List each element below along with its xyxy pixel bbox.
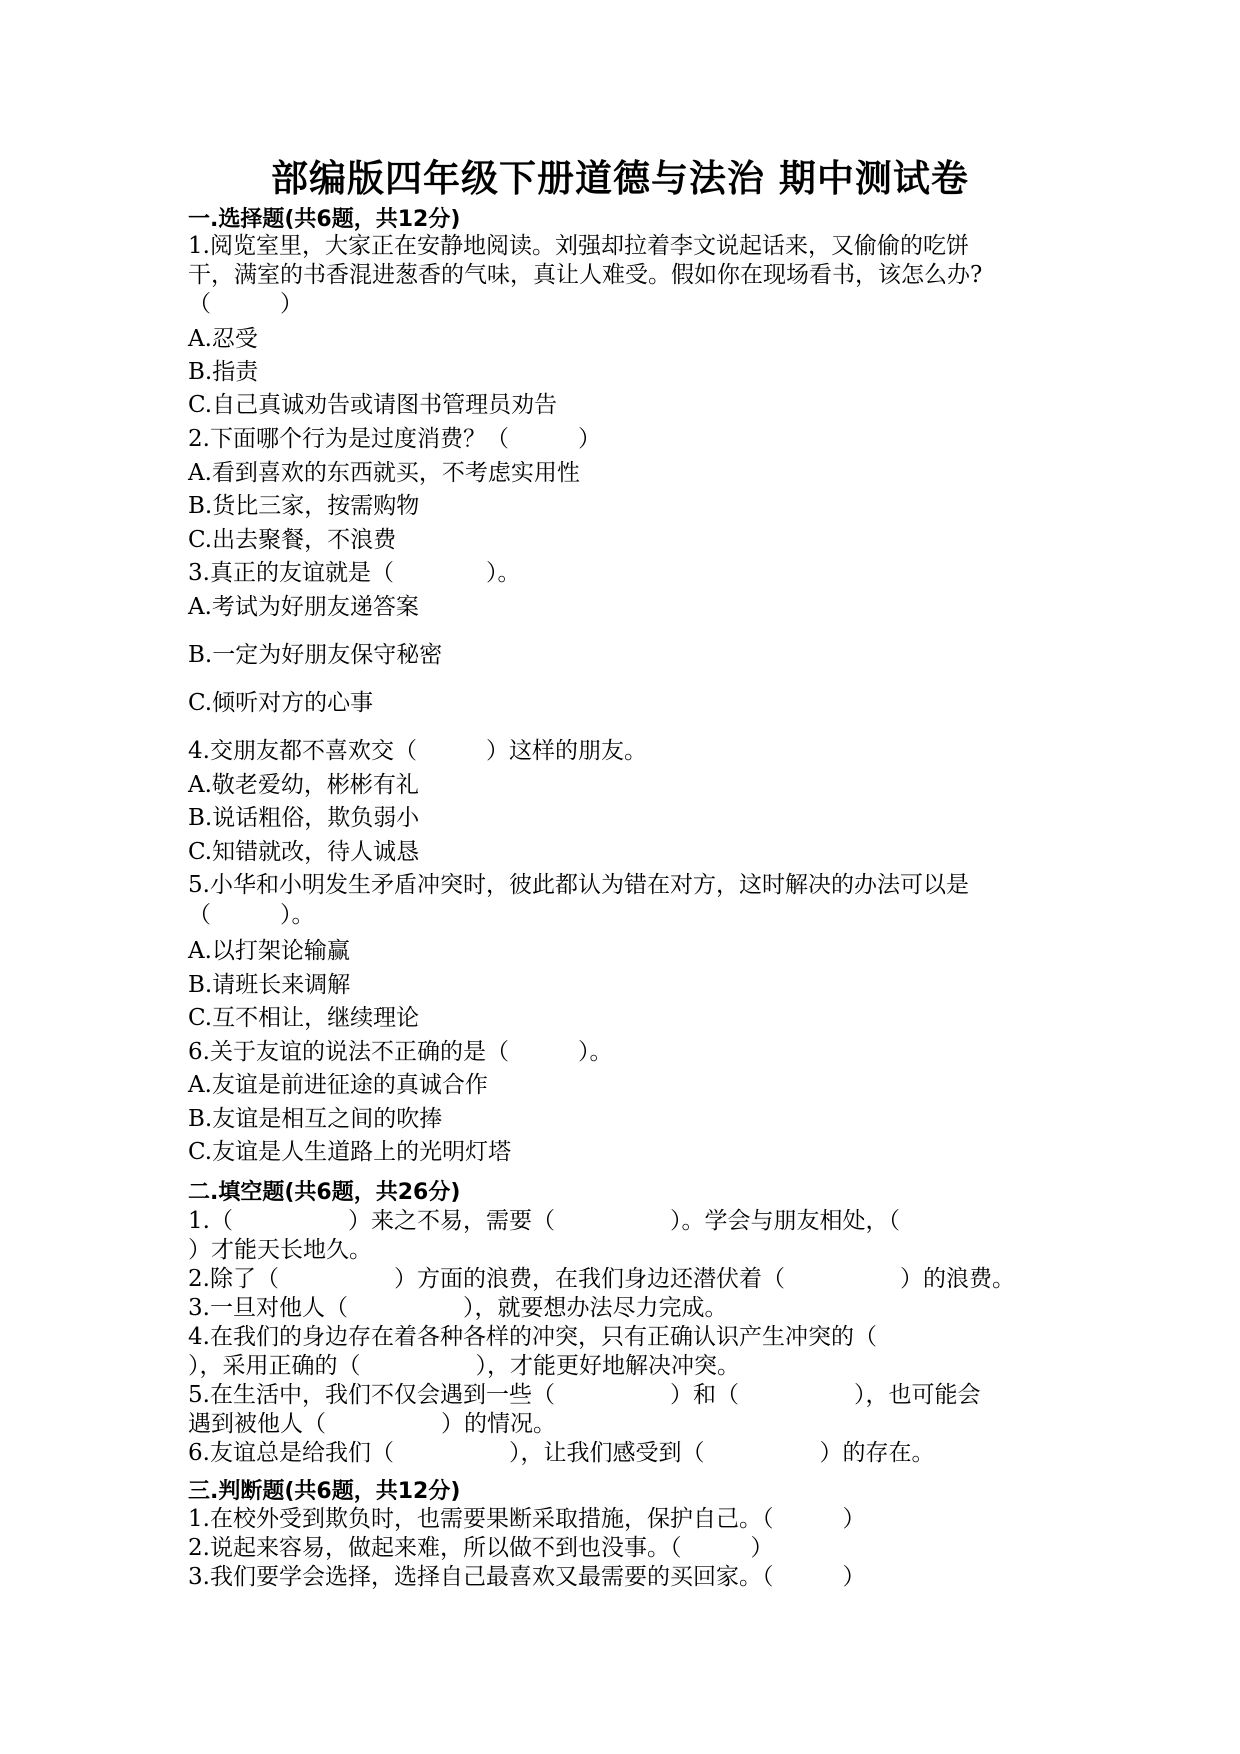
fill-blank-line: 遇到被他人（ ）的情况。: [188, 1411, 556, 1437]
question-stem: 4.交朋友都不喜欢交（ ）这样的朋友。: [188, 738, 647, 764]
fill-blank-line: ）才能天长地久。: [188, 1237, 372, 1263]
question-stem: 5.小华和小明发生矛盾冲突时，彼此都认为错在对方，这时解决的办法可以是: [188, 872, 969, 898]
option: C.知错就改，待人诚恳: [188, 839, 420, 865]
fill-blank-line: 5.在生活中，我们不仅会遇到一些（ ）和（ ），也可能会: [188, 1382, 981, 1408]
option: C.自己真诚劝告或请图书管理员劝告: [188, 392, 558, 418]
question-stem: 1.阅览室里，大家正在安静地阅读。刘强却拉着李文说起话来，又偷偷的吃饼: [188, 233, 969, 259]
option: A.看到喜欢的东西就买，不考虑实用性: [188, 460, 580, 486]
option: C.友谊是人生道路上的光明灯塔: [188, 1139, 512, 1165]
option: B.指责: [188, 359, 259, 385]
fill-blank-line: 1.（ ）来之不易，需要（ ）。学会与朋友相处，（: [188, 1208, 900, 1234]
true-false-line: 1.在校外受到欺负时，也需要果断采取措施，保护自己。（ ）: [188, 1506, 866, 1532]
option: A.忍受: [188, 326, 258, 352]
section-heading: 一.选择题(共6题，共12分): [188, 207, 461, 232]
question-stem: 干，满室的书香混进葱香的气味，真让人难受。假如你在现场看书，该怎么办?: [188, 262, 983, 288]
fill-blank-line: 2.除了（ ）方面的浪费，在我们身边还潜伏着（ ）的浪费。: [188, 1266, 1015, 1292]
fill-blank-line: 6.友谊总是给我们（ ），让我们感受到（ ）的存在。: [188, 1440, 935, 1466]
question-stem: 2.下面哪个行为是过度消费？（ ）: [188, 426, 601, 452]
option: B.一定为好朋友保守秘密: [188, 642, 443, 668]
option: B.友谊是相互之间的吹捧: [188, 1106, 443, 1132]
section-heading: 二.填空题(共6题，共26分): [188, 1180, 461, 1205]
fill-blank-line: ），采用正确的（ ），才能更好地解决冲突。: [188, 1353, 740, 1379]
question-stem: 6.关于友谊的说法不正确的是（ ）。: [188, 1039, 613, 1065]
fill-blank-line: 3.一旦对他人（ ），就要想办法尽力完成。: [188, 1295, 728, 1321]
page-title: 部编版四年级下册道德与法治 期中测试卷: [271, 157, 969, 200]
section-heading: 三.判断题(共6题，共12分): [188, 1479, 461, 1504]
option: B.说话粗俗，欺负弱小: [188, 805, 420, 831]
option: C.互不相让，继续理论: [188, 1005, 420, 1031]
true-false-line: 2.说起来容易，做起来难，所以做不到也没事。（ ）: [188, 1535, 774, 1561]
true-false-line: 3.我们要学会选择，选择自己最喜欢又最需要的买回家。（ ）: [188, 1564, 866, 1590]
option: A.以打架论输赢: [188, 938, 350, 964]
question-stem: 3.真正的友谊就是（ ）。: [188, 560, 521, 586]
option: A.友谊是前进征途的真诚合作: [188, 1072, 488, 1098]
fill-blank-line: 4.在我们的身边存在着各种各样的冲突，只有正确认识产生冲突的（: [188, 1324, 877, 1350]
question-stem: （ ）。: [188, 902, 315, 928]
option: C.倾听对方的心事: [188, 690, 374, 716]
option: B.请班长来调解: [188, 972, 351, 998]
option: A.考试为好朋友递答案: [188, 594, 419, 620]
question-stem: （ ）: [188, 291, 303, 317]
option: A.敬老爱幼，彬彬有礼: [188, 772, 419, 798]
option: C.出去聚餐，不浪费: [188, 527, 397, 553]
option: B.货比三家，按需购物: [188, 493, 420, 519]
